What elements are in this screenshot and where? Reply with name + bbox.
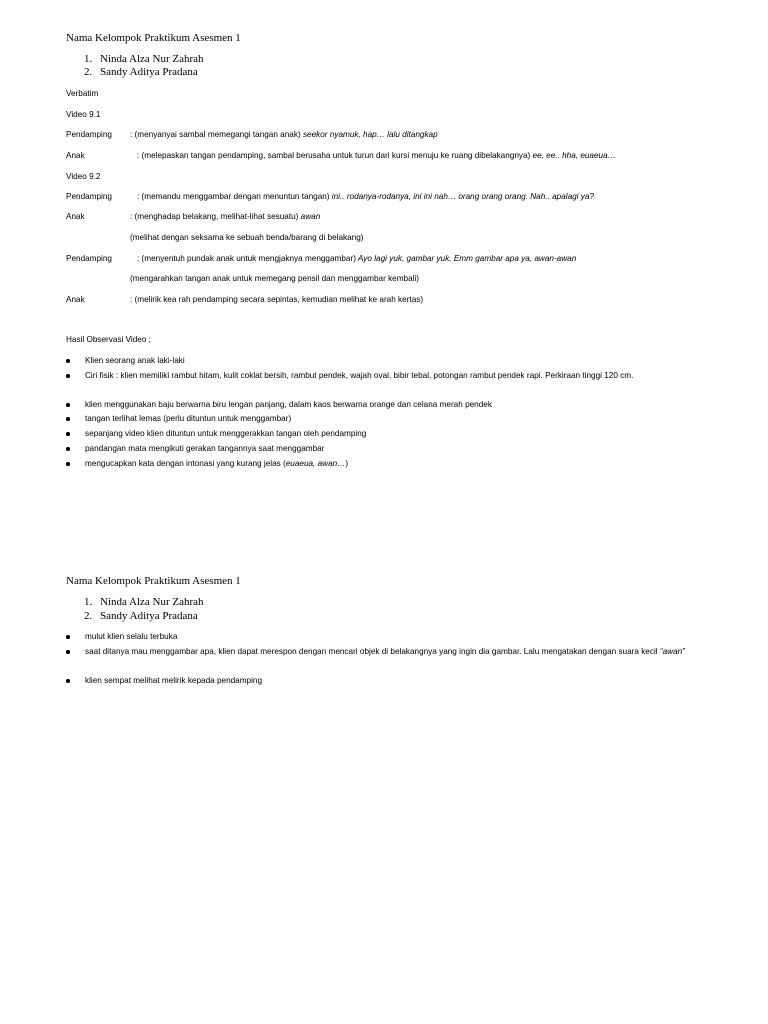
observation-heading: Hasil Observasi Video ; [66, 335, 151, 344]
member-name: Ninda Alza Nur Zahrah [100, 596, 204, 608]
action-text: : (melirik kea rah pendamping secara sepintas, kemudian melihat ke arah kertas) [130, 295, 424, 304]
observation-text: mengucapkan kata dengan intonasi yang kurang jelas (euaeua, awan…) [85, 459, 349, 468]
observation-text: pandangan mata mengikuti gerakan tangannya saat menggambar [85, 444, 325, 453]
observation-text: tangan terlihat lemas (perlu dituntun untuk menggambar) [85, 414, 292, 423]
observation-text: Klien seorang anak laki-laki [85, 356, 185, 365]
group-title: Nama Kelompok Praktikum Asesmen 1 [66, 575, 241, 587]
verbatim-line [130, 295, 423, 304]
verbatim-line [130, 212, 320, 221]
member-number: 2. [84, 66, 93, 78]
observation-text: klien sempat melihat melirik kepada pendamping [85, 676, 263, 685]
member-item [84, 596, 204, 608]
member-name: Ninda Alza Nur Zahrah [100, 53, 204, 65]
speech-text: ee, ee.. hha, euaeua… [530, 151, 616, 160]
verbatim-line [137, 151, 616, 160]
member-number: 2. [84, 610, 93, 622]
member-number: 1. [84, 596, 93, 608]
member-item [84, 66, 198, 78]
speech-text: awan [298, 212, 321, 221]
speaker-label: Anak [66, 295, 85, 304]
action-text: : (memandu menggambar dengan menuntun tangan) [137, 192, 330, 201]
verbatim-line [137, 192, 594, 201]
speech-text: Ayo lagi yuk, gambar yuk. Emm gambar apa ya, awan-awan [355, 254, 577, 263]
member-item [84, 610, 198, 622]
speech-text: seekor nyamuk, hap… lalu ditangkap [300, 130, 438, 139]
verbatim-line [130, 274, 419, 283]
verbatim-line [130, 130, 438, 139]
observation-text: Ciri fisik : klien memiliki rambut hitam, kulit coklat bersih, rambut pendek, wajah oval, bibir tebal, potongan rambut pendek rapi. Perkiraan tinggi 120 cm. [85, 371, 634, 380]
verbatim-line [130, 233, 364, 242]
video-1-heading: Video 9.1 [66, 110, 101, 119]
verbatim-heading: Verbatim [66, 89, 99, 98]
verbatim-line [137, 254, 576, 263]
member-number: 1. [84, 53, 93, 65]
member-name: Sandy Aditya Pradana [100, 66, 198, 78]
member-item [84, 53, 204, 65]
speaker-label: Pendamping [66, 130, 112, 139]
observation-text: mulut klien selalu terbuka [85, 632, 178, 641]
observation-text: klien menggunakan baju berwarna biru lengan panjang, dalam kaos berwarna orange dan celana merah pendek [85, 400, 492, 409]
action-text: : (menyentuh pundak anak untuk mengjaknya menggambar) [137, 254, 356, 263]
speaker-label: Anak [66, 212, 85, 221]
speaker-label: Pendamping [66, 192, 112, 201]
action-text: : (melepaskan tangan pendamping, sambal berusaha untuk turun dari kursi menuju ke ruang dibelakangnya) [137, 151, 531, 160]
speech-text: ini.. rodanya-rodanya, ini ini nah… orang orang orang. Nah.. apalagi ya? [329, 192, 594, 201]
action-text: (melihat dengan seksama ke sebuah benda/barang di belakang) [130, 233, 364, 242]
observation-text: sepanjang video klien dituntun untuk menggerakkan tangan oleh pendamping [85, 429, 367, 438]
action-text: (mengarahkan tangan anak untuk memegang pensil dan menggambar kembali) [130, 274, 420, 283]
action-text: : (menghadap belakang, melihat-lihat sesuatu) [130, 212, 299, 221]
speaker-label: Pendamping [66, 254, 112, 263]
observation-text: saat ditanya mau menggambar apa, klien dapat merespon dengan mencari objek di belakangnya yang ingin dia gambar. Lalu mengatakan dengan suara kecil “awan” [85, 647, 685, 656]
speaker-label: Anak [66, 151, 85, 160]
member-name: Sandy Aditya Pradana [100, 610, 198, 622]
action-text: : (menyanyai sambal memegangi tangan anak) [130, 130, 301, 139]
video-2-heading: Video 9.2 [66, 172, 101, 181]
group-title: Nama Kelompok Praktikum Asesmen 1 [66, 32, 241, 44]
